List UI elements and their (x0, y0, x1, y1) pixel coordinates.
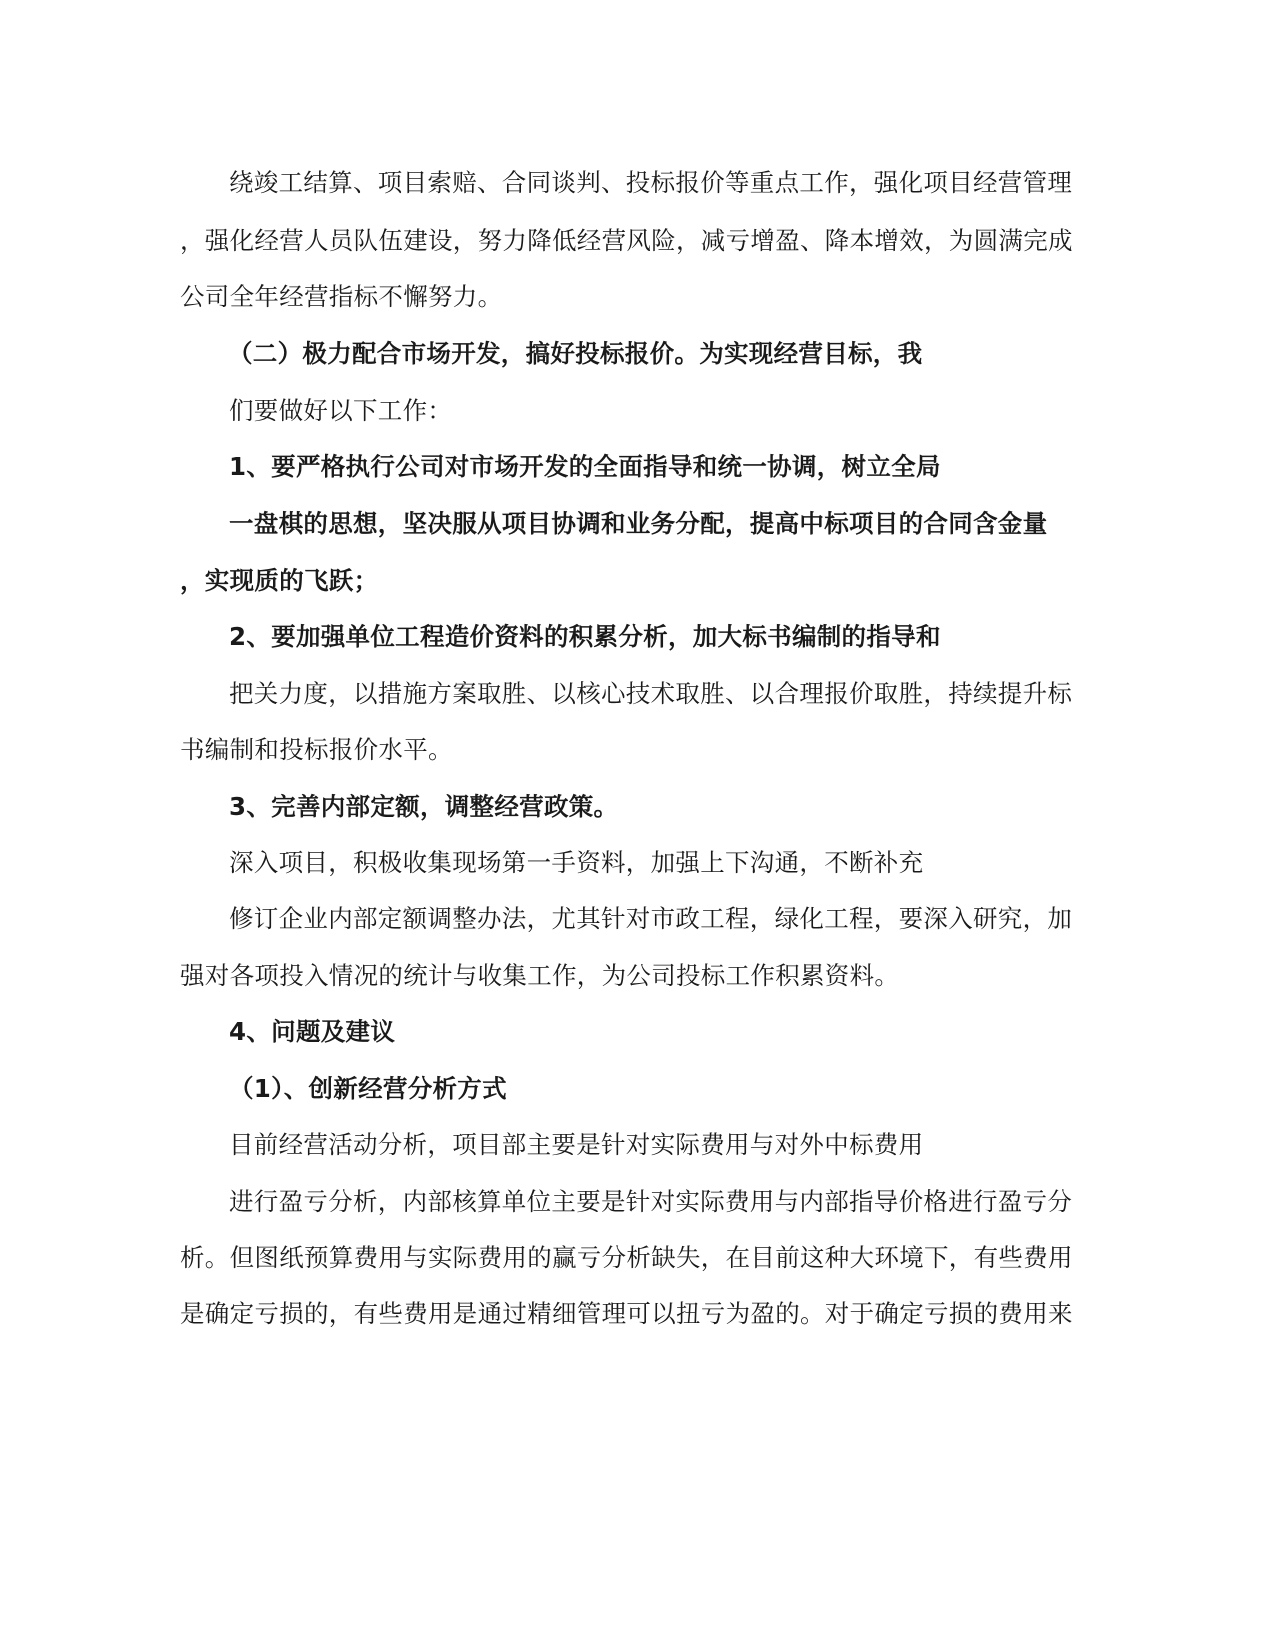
body-text-line: 析。但图纸预算费用与实际费用的赢亏分析缺失，在目前这种大环境下，有些费用 (180, 1243, 1073, 1272)
body-text-line: 深入项目，积极收集现场第一手资料，加强上下沟通，不断补充 (229, 848, 924, 877)
list-item-heading: 2、要加强单位工程造价资料的积累分析，加大标书编制的指导和 (229, 622, 941, 651)
list-item-heading: 一盘棋的思想，坚决服从项目协调和业务分配，提高中标项目的合同含金量 (229, 509, 1048, 538)
body-text-line: 强对各项投入情况的统计与收集工作，为公司投标工作积累资料。 (180, 961, 900, 990)
body-text-line: 公司全年经营指标不懈努力。 (180, 282, 503, 311)
body-text-line: 进行盈亏分析，内部核算单位主要是针对实际费用与内部指导价格进行盈亏分 (229, 1187, 1073, 1216)
section-heading: （二）极力配合市场开发，搞好投标报价。为实现经营目标，我 (228, 339, 923, 368)
subsection-heading: （1）、创新经营分析方式 (229, 1074, 507, 1103)
body-text-line: 把关力度，以措施方案取胜、以核心技术取胜、以合理报价取胜，持续提升标 (229, 679, 1073, 708)
body-text-line: 书编制和投标报价水平。 (180, 735, 453, 764)
list-item-heading: 3、完善内部定额，调整经营政策。 (229, 792, 619, 821)
list-item-heading: 4、问题及建议 (229, 1017, 396, 1046)
body-text-line: 目前经营活动分析，项目部主要是针对实际费用与对外中标费用 (229, 1130, 924, 1159)
body-text-line: 绕竣工结算、项目索赔、合同谈判、投标报价等重点工作，强化项目经营管理 (229, 168, 1073, 197)
body-text-line: 们要做好以下工作： (229, 396, 453, 425)
body-text-line: 是确定亏损的，有些费用是通过精细管理可以扭亏为盈的。对于确定亏损的费用来 (180, 1299, 1073, 1328)
list-item-heading: ，实现质的飞跃； (180, 566, 379, 595)
body-text-line: ，强化经营人员队伍建设，努力降低经营风险，减亏增盈、降本增效，为圆满完成 (180, 226, 1073, 255)
list-item-heading: 1、要严格执行公司对市场开发的全面指导和统一协调，树立全局 (229, 452, 941, 481)
body-text-line: 修订企业内部定额调整办法，尤其针对市政工程，绿化工程，要深入研究，加 (229, 904, 1073, 933)
